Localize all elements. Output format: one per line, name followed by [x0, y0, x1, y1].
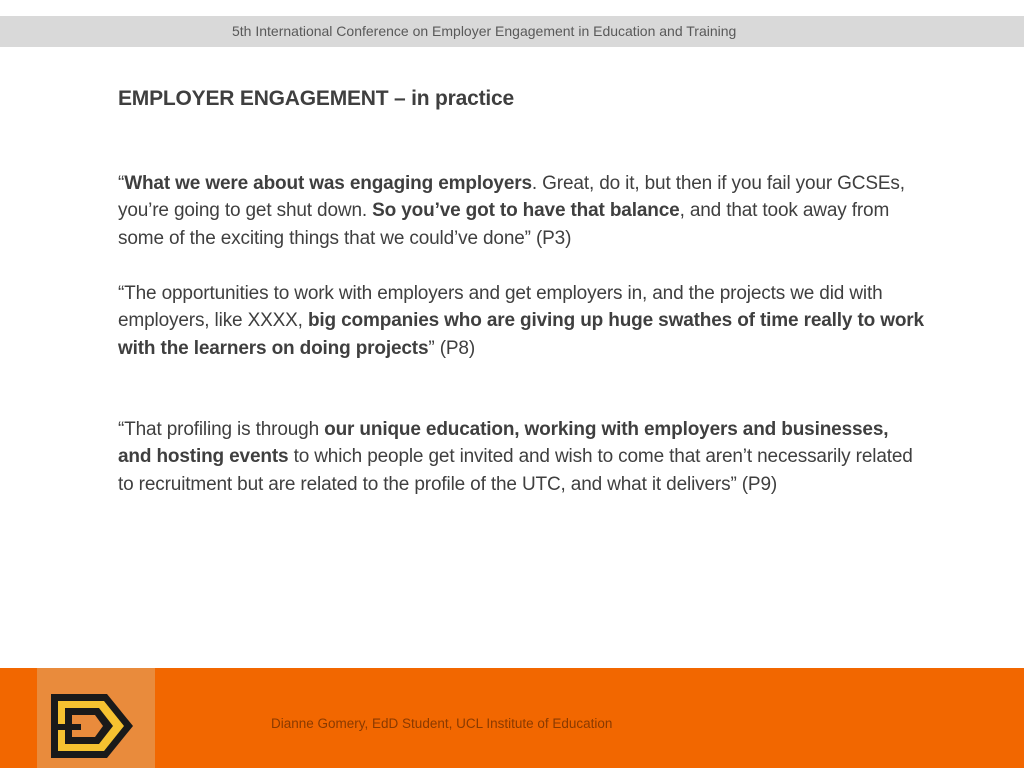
quote-p9: “That profiling is through our unique education, working with employers and businesses, and hosting events to which people get invited and wish to come that aren’t necessarily related to recruitment but are related to the profile of the UTC, and what it delivers” (P9): [118, 419, 913, 495]
quote-p8: “The opportunities to work with employers and get employers in, and the projects we did with employers, like XXXX, big companies who are giving up huge swathes of time really to work with the learners on doing projects” (P8): [118, 283, 924, 359]
slide-title: EMPLOYER ENGAGEMENT – in practice: [118, 87, 514, 110]
logo-box: [37, 668, 155, 768]
footer-author: Dianne Gomery, EdD Student, UCL Institute of Education: [271, 716, 613, 731]
quote-p3-highlight-2: So you’ve got to have that balance: [372, 200, 680, 222]
quote-p8-highlight: big companies who are giving up huge swathes of time really to work with the learners on doing projects: [118, 310, 924, 359]
ucl-ioe-logo-icon: [47, 680, 143, 764]
quote-p9-highlight: our unique education, working with employers and businesses, and hosting events: [118, 419, 889, 468]
conference-title: 5th International Conference on Employer Engagement in Education and Training: [232, 23, 737, 39]
quote-p3-highlight-1: What we were about was engaging employers: [124, 173, 532, 194]
quote-p3: “What we were about was engaging employers. Great, do it, but then if you fail your GCSEs, you’re going to get shut down. So you’ve got to have that balance, and that took away from some of the exciting things that we could’ve done” (P3): [118, 173, 905, 249]
